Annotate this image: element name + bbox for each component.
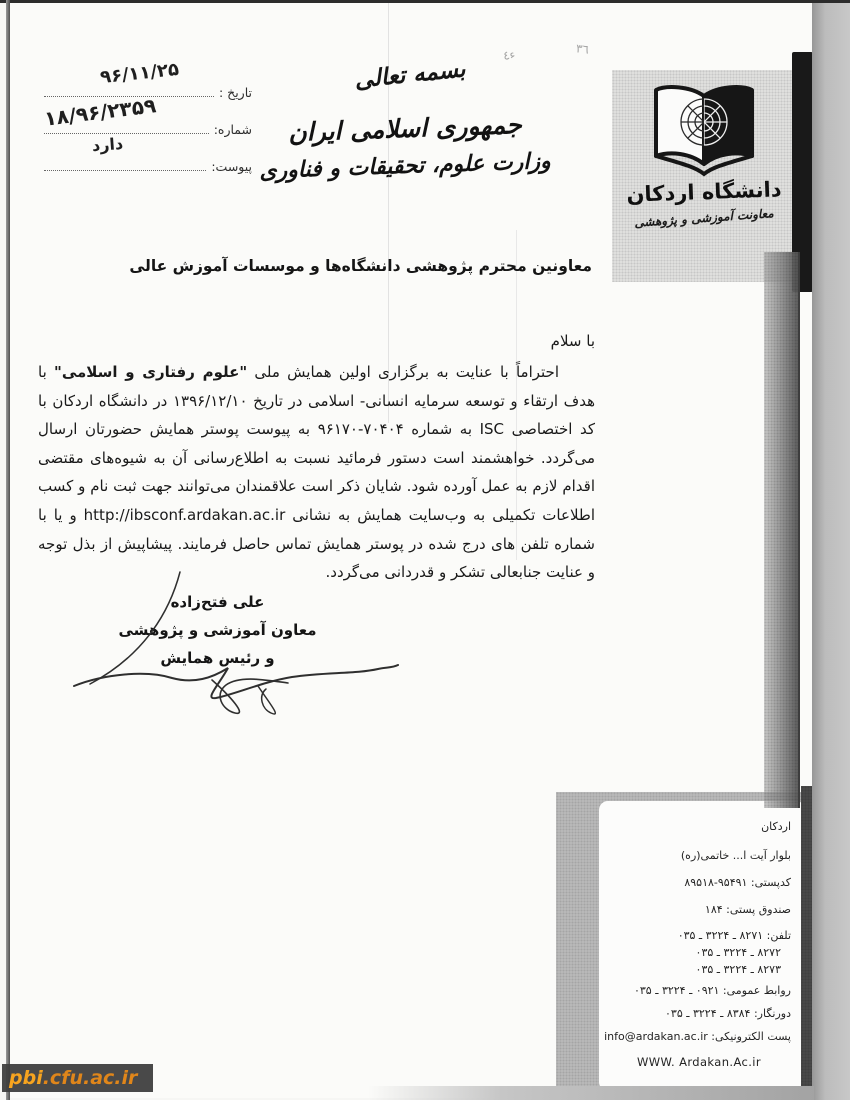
salutation: با سلام	[550, 332, 595, 350]
contact-phone-1: تلفن: ۸۲۷۱ ـ ۳۲۲۴ ـ ۰۳۵	[677, 929, 791, 942]
contact-website: WWW. Ardakan.Ac.ir	[636, 1055, 762, 1069]
scan-right-margin	[812, 0, 850, 1100]
contact-address: بلوار آیت ا... خاتمی(ره)	[680, 849, 791, 862]
logo-department: معاونت آموزشی و پژوهشی	[633, 206, 775, 230]
contact-city: اردکان	[761, 820, 791, 833]
number-value-handwritten: ۱۸/۹۶/۲۳۵۹	[42, 93, 158, 131]
scan-top-edge	[0, 0, 850, 3]
signer-name: علی فتح‌زاده	[170, 593, 265, 611]
contact-po-box: صندوق پستی: ۱۸۴	[704, 903, 791, 916]
bismillah-calligraphy: بسمه تعالی	[353, 56, 467, 94]
contact-phone-2: ۸۲۷۲ ـ ۳۲۲۴ ـ ۰۳۵	[695, 946, 781, 959]
pencil-mark: ء٤	[501, 46, 517, 64]
contact-email: پست الکترونیکی: info@ardakan.ac.ir	[604, 1030, 791, 1043]
watermark-suffix: .cfu.ac.ir	[42, 1066, 138, 1089]
body-text-rest: با هدف ارتقاء و توسعه سرمایه انسانی- اسلامی در تاریخ ۱۳۹۶/۱۲/۱۰ در دانشگاه اردکان با کد اختصاصی ISC به شماره ۷۰۴۰۴-۹۶۱۷۰ به پیوست پوستر همایش حضورتان ارسال می‌گردد. خواهشمند است دستور فرمائید نسبت به اطلاع‌رسانی آن به شیوه‌های مقتضی اقدام لازم به عمل آورده شود. شایان ذکر است علاقمندان می‌توانند جهت ثبت نام و کسب اطلاعات تکمیلی به وب‌سایت همایش به نشانی http://ibsconf.ardakan.ac.ir و یا با شماره تلفن های درج شده در پوستر همایش تماس حاصل فرمایند. پیشاپیش از بذل توجه و عنایت جنابعالی تشکر و قدردانی می‌گردد.	[38, 363, 596, 582]
scan-dark-strip-middle	[764, 252, 800, 808]
signer-title-1: معاون آموزشی و پژوهشی	[118, 621, 317, 639]
university-logo-block	[612, 70, 796, 282]
contact-info-card	[599, 801, 805, 1091]
open-book-logo-icon	[646, 80, 762, 178]
watermark-bar	[2, 1064, 153, 1092]
handwritten-signature	[60, 562, 405, 727]
number-label: شماره:	[213, 122, 252, 137]
pencil-mark: ٣٦	[575, 41, 590, 57]
signer-title-2: و رئیس همایش	[160, 649, 275, 667]
scan-shadow-bottom	[368, 1086, 814, 1100]
ministry-name: وزارت علوم، تحقیقات و فناوری	[258, 148, 552, 185]
attachment-field	[38, 152, 252, 174]
date-value-handwritten: ۹۶/۱۱/۲۵	[99, 58, 180, 89]
contact-postal-code: کدپستی: ۹۵۴۹۱-۸۹۵۱۸	[684, 876, 791, 889]
country-name: جمهوری اسلامی ایران	[287, 109, 523, 148]
attachment-value-handwritten: دارد	[91, 133, 124, 156]
contact-public-relations: روابط عمومی: ۰۹۲۱ ـ ۳۲۲۴ ـ ۰۳۵	[633, 984, 791, 997]
attachment-label: پیوست:	[211, 159, 252, 174]
date-label: تاریخ :	[218, 85, 252, 100]
watermark-prefix: pbi	[9, 1066, 43, 1089]
contact-fax: دورنگار: ۸۳۸۴ ـ ۳۲۲۴ ـ ۰۳۵	[665, 1007, 791, 1020]
university-name: دانشگاه اردکان	[626, 177, 782, 207]
conference-title: "علوم رفتاری و اسلامی"	[54, 363, 248, 381]
contact-phone-3: ۸۲۷۳ ـ ۳۲۲۴ ـ ۰۳۵	[695, 963, 781, 976]
dotted-line	[44, 132, 209, 134]
dotted-line	[44, 169, 206, 171]
addressee-line: معاونین محترم پژوهشی دانشگاه‌ها و موسسات آموزش عالی	[129, 257, 592, 275]
scan-left-edge	[6, 0, 10, 1100]
letter-body	[38, 358, 595, 587]
body-text-intro: احتراماً با عنایت به برگزاری اولین همایش ملی	[247, 363, 559, 381]
